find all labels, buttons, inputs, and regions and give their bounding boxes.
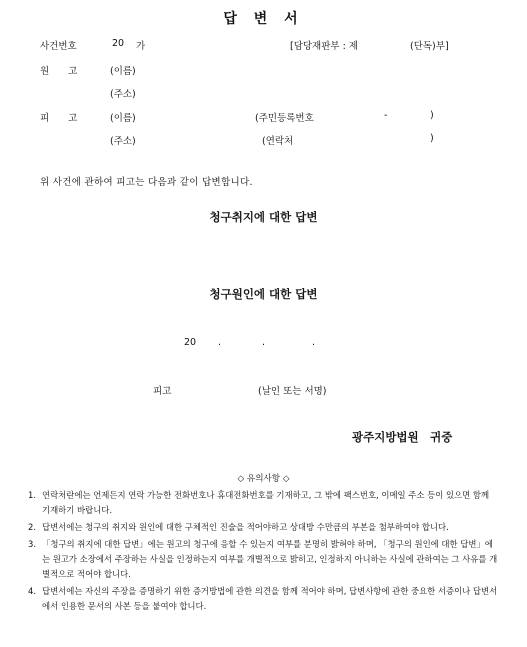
note-number: 3. [28, 539, 36, 549]
note-item [28, 488, 498, 518]
defendant-contact-label: (연락처 [262, 136, 294, 147]
signature-label: 피고 [153, 386, 172, 397]
department-suffix: (단독)부] [410, 41, 449, 52]
section-claim-purpose: 청구취지에 대한 답변 [209, 210, 318, 224]
case-year: 20 [112, 38, 125, 49]
note-number: 4. [28, 586, 36, 596]
plaintiff-name-label: (이름) [110, 66, 136, 77]
defendant-name-label: (이름) [110, 113, 136, 124]
id-dash: - [384, 110, 388, 121]
date-dot-1: . [218, 337, 222, 348]
section-claim-cause: 청구원인에 대한 답변 [209, 287, 318, 301]
notes-list [28, 488, 498, 616]
court-name: 광주지방법원 귀중 [352, 430, 453, 444]
department-label: [담당재판부 : 제 [290, 41, 359, 52]
note-item [28, 584, 498, 614]
seal-label: (날인 또는 서명) [258, 386, 327, 397]
note-item [28, 537, 498, 582]
defendant-label: 피 고 [40, 113, 78, 124]
plaintiff-label: 원 고 [40, 66, 78, 77]
plaintiff-address-label: (주소) [110, 89, 136, 100]
id-close-paren: ) [430, 110, 434, 121]
note-text: 「청구의 취지에 대한 답변」에는 원고의 청구에 응할 수 있는지 여부를 분명히 밝혀야 하며, 「청구의 원인에 대한 답변」에는 원고가 소장에서 주장하는 사실을 인정하는지 여부를 개별적으로 밝히고, 인정하지 아니하는 사실에 관하여는 그 사유를 개별적으로 적어야 합니다. [42, 539, 498, 579]
document-title: 답 변 서 [223, 11, 304, 27]
contact-close-paren: ) [430, 133, 434, 144]
defendant-address-label: (주소) [110, 136, 136, 147]
note-number: 2. [28, 522, 36, 532]
date-dot-3: . [312, 337, 316, 348]
defendant-id-label: (주민등록번호 [255, 113, 314, 124]
case-number-label: 사건번호 [40, 41, 77, 52]
case-type: 가 [136, 41, 146, 52]
date-dot-2: . [262, 337, 266, 348]
note-text: 연락처란에는 언제든지 연락 가능한 전화번호나 휴대전화번호를 기재하고, 그 밖에 팩스번호, 이메일 주소 등이 있으면 함께 기재하기 바랍니다. [42, 490, 490, 515]
note-text: 답변서에는 자신의 주장을 증명하기 위한 증거방법에 관한 의견을 함께 적어야 하며, 답변사항에 관한 중요한 서증이나 답변서에서 인용한 문서의 사본 등을 붙여야 합니다. [42, 586, 498, 611]
note-text: 답변서에는 청구의 취지와 원인에 대한 구체적인 진술을 적어야하고 상대방 수만큼의 부본을 첨부하여야 합니다. [42, 522, 449, 532]
note-item [28, 520, 498, 535]
intro-sentence: 위 사건에 관하여 피고는 다음과 같이 답변합니다. [40, 177, 253, 188]
date-year: 20 [184, 337, 197, 348]
note-number: 1. [28, 490, 36, 500]
notes-title: ◇ 유의사항 ◇ [237, 474, 290, 484]
